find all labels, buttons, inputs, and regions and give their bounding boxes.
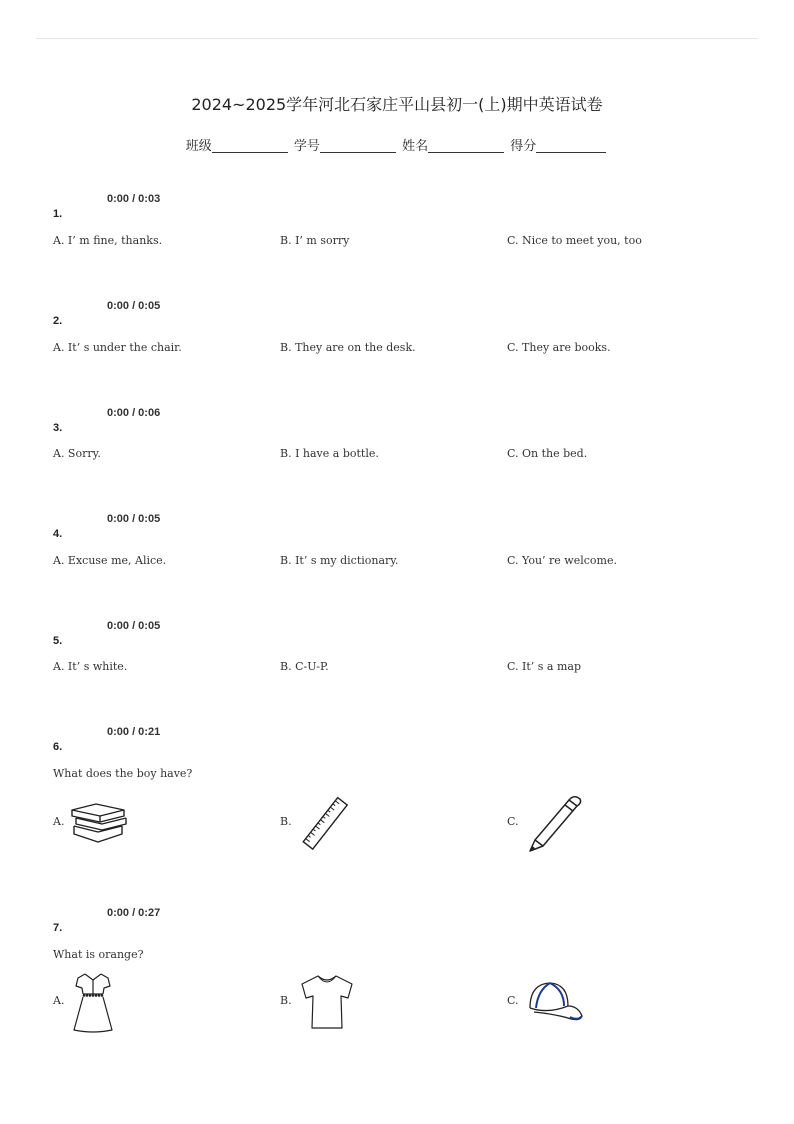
option-4a[interactable]: A. Excuse me, Alice. — [53, 554, 167, 567]
name-label: 姓名 — [402, 139, 429, 154]
page-title: 2024~2025学年河北石家庄平山县初一(上)期中英语试卷 — [191, 95, 603, 114]
audio-player-6[interactable]: 0:00 / 0:21 — [107, 726, 161, 738]
audio-player-1[interactable]: 0:00 / 0:03 — [107, 193, 161, 205]
option-5b[interactable]: B. C-U-P. — [280, 660, 329, 673]
audio-player-4[interactable]: 0:00 / 0:05 — [107, 513, 161, 525]
question-number-1: 1. — [53, 208, 63, 220]
question-number-2: 2. — [53, 315, 63, 327]
option-3b[interactable]: B. I have a bottle. — [280, 447, 379, 460]
header-divider — [36, 38, 758, 39]
student-number-label: 学号 — [293, 139, 320, 154]
question-number-4: 4. — [53, 528, 63, 540]
ruler-icon[interactable] — [300, 796, 352, 852]
option-5c[interactable]: C. It’ s a map — [507, 660, 582, 673]
option-2b[interactable]: B. They are on the desk. — [280, 341, 416, 354]
option-2a[interactable]: A. It’ s under the chair. — [53, 341, 182, 354]
tshirt-icon[interactable] — [296, 972, 358, 1032]
option-3c[interactable]: C. On the bed. — [507, 447, 588, 460]
student-info-line — [0, 135, 794, 154]
option-3a[interactable]: A. Sorry. — [53, 447, 101, 460]
question-number-6: 6. — [53, 741, 63, 753]
question-number-3: 3. — [53, 422, 63, 434]
option-7a-letter[interactable]: A. — [53, 994, 65, 1007]
option-6a-letter[interactable]: A. — [53, 815, 65, 828]
pencil-icon[interactable] — [525, 792, 587, 854]
option-5a[interactable]: A. It’ s white. — [53, 660, 128, 673]
books-icon[interactable] — [68, 798, 128, 848]
option-7b-letter[interactable]: B. — [280, 994, 292, 1007]
question-stem-6: What does the boy have? — [53, 767, 193, 780]
option-4b[interactable]: B. It’ s my dictionary. — [280, 554, 399, 567]
dress-icon[interactable] — [68, 970, 118, 1034]
option-1c[interactable]: C. Nice to meet you, too — [507, 234, 642, 247]
question-stem-7: What is orange? — [53, 948, 144, 961]
option-6c-letter[interactable]: C. — [507, 815, 519, 828]
option-4c[interactable]: C. You’ re welcome. — [507, 554, 617, 567]
score-label: 得分 — [510, 139, 537, 154]
option-6b-letter[interactable]: B. — [280, 815, 292, 828]
option-1a[interactable]: A. I’ m fine, thanks. — [53, 234, 163, 247]
class-label: 班级 — [185, 139, 212, 154]
score-blank[interactable] — [536, 138, 606, 153]
class-blank[interactable] — [212, 138, 288, 153]
audio-player-7[interactable]: 0:00 / 0:27 — [107, 907, 161, 919]
audio-player-5[interactable]: 0:00 / 0:05 — [107, 620, 161, 632]
question-number-7: 7. — [53, 922, 63, 934]
cap-icon[interactable] — [524, 978, 586, 1026]
option-1b[interactable]: B. I’ m sorry — [280, 234, 350, 247]
student-number-blank[interactable] — [320, 138, 396, 153]
audio-player-2[interactable]: 0:00 / 0:05 — [107, 300, 161, 312]
option-2c[interactable]: C. They are books. — [507, 341, 611, 354]
option-7c-letter[interactable]: C. — [507, 994, 519, 1007]
name-blank[interactable] — [428, 138, 504, 153]
audio-player-3[interactable]: 0:00 / 0:06 — [107, 407, 161, 419]
question-number-5: 5. — [53, 635, 63, 647]
